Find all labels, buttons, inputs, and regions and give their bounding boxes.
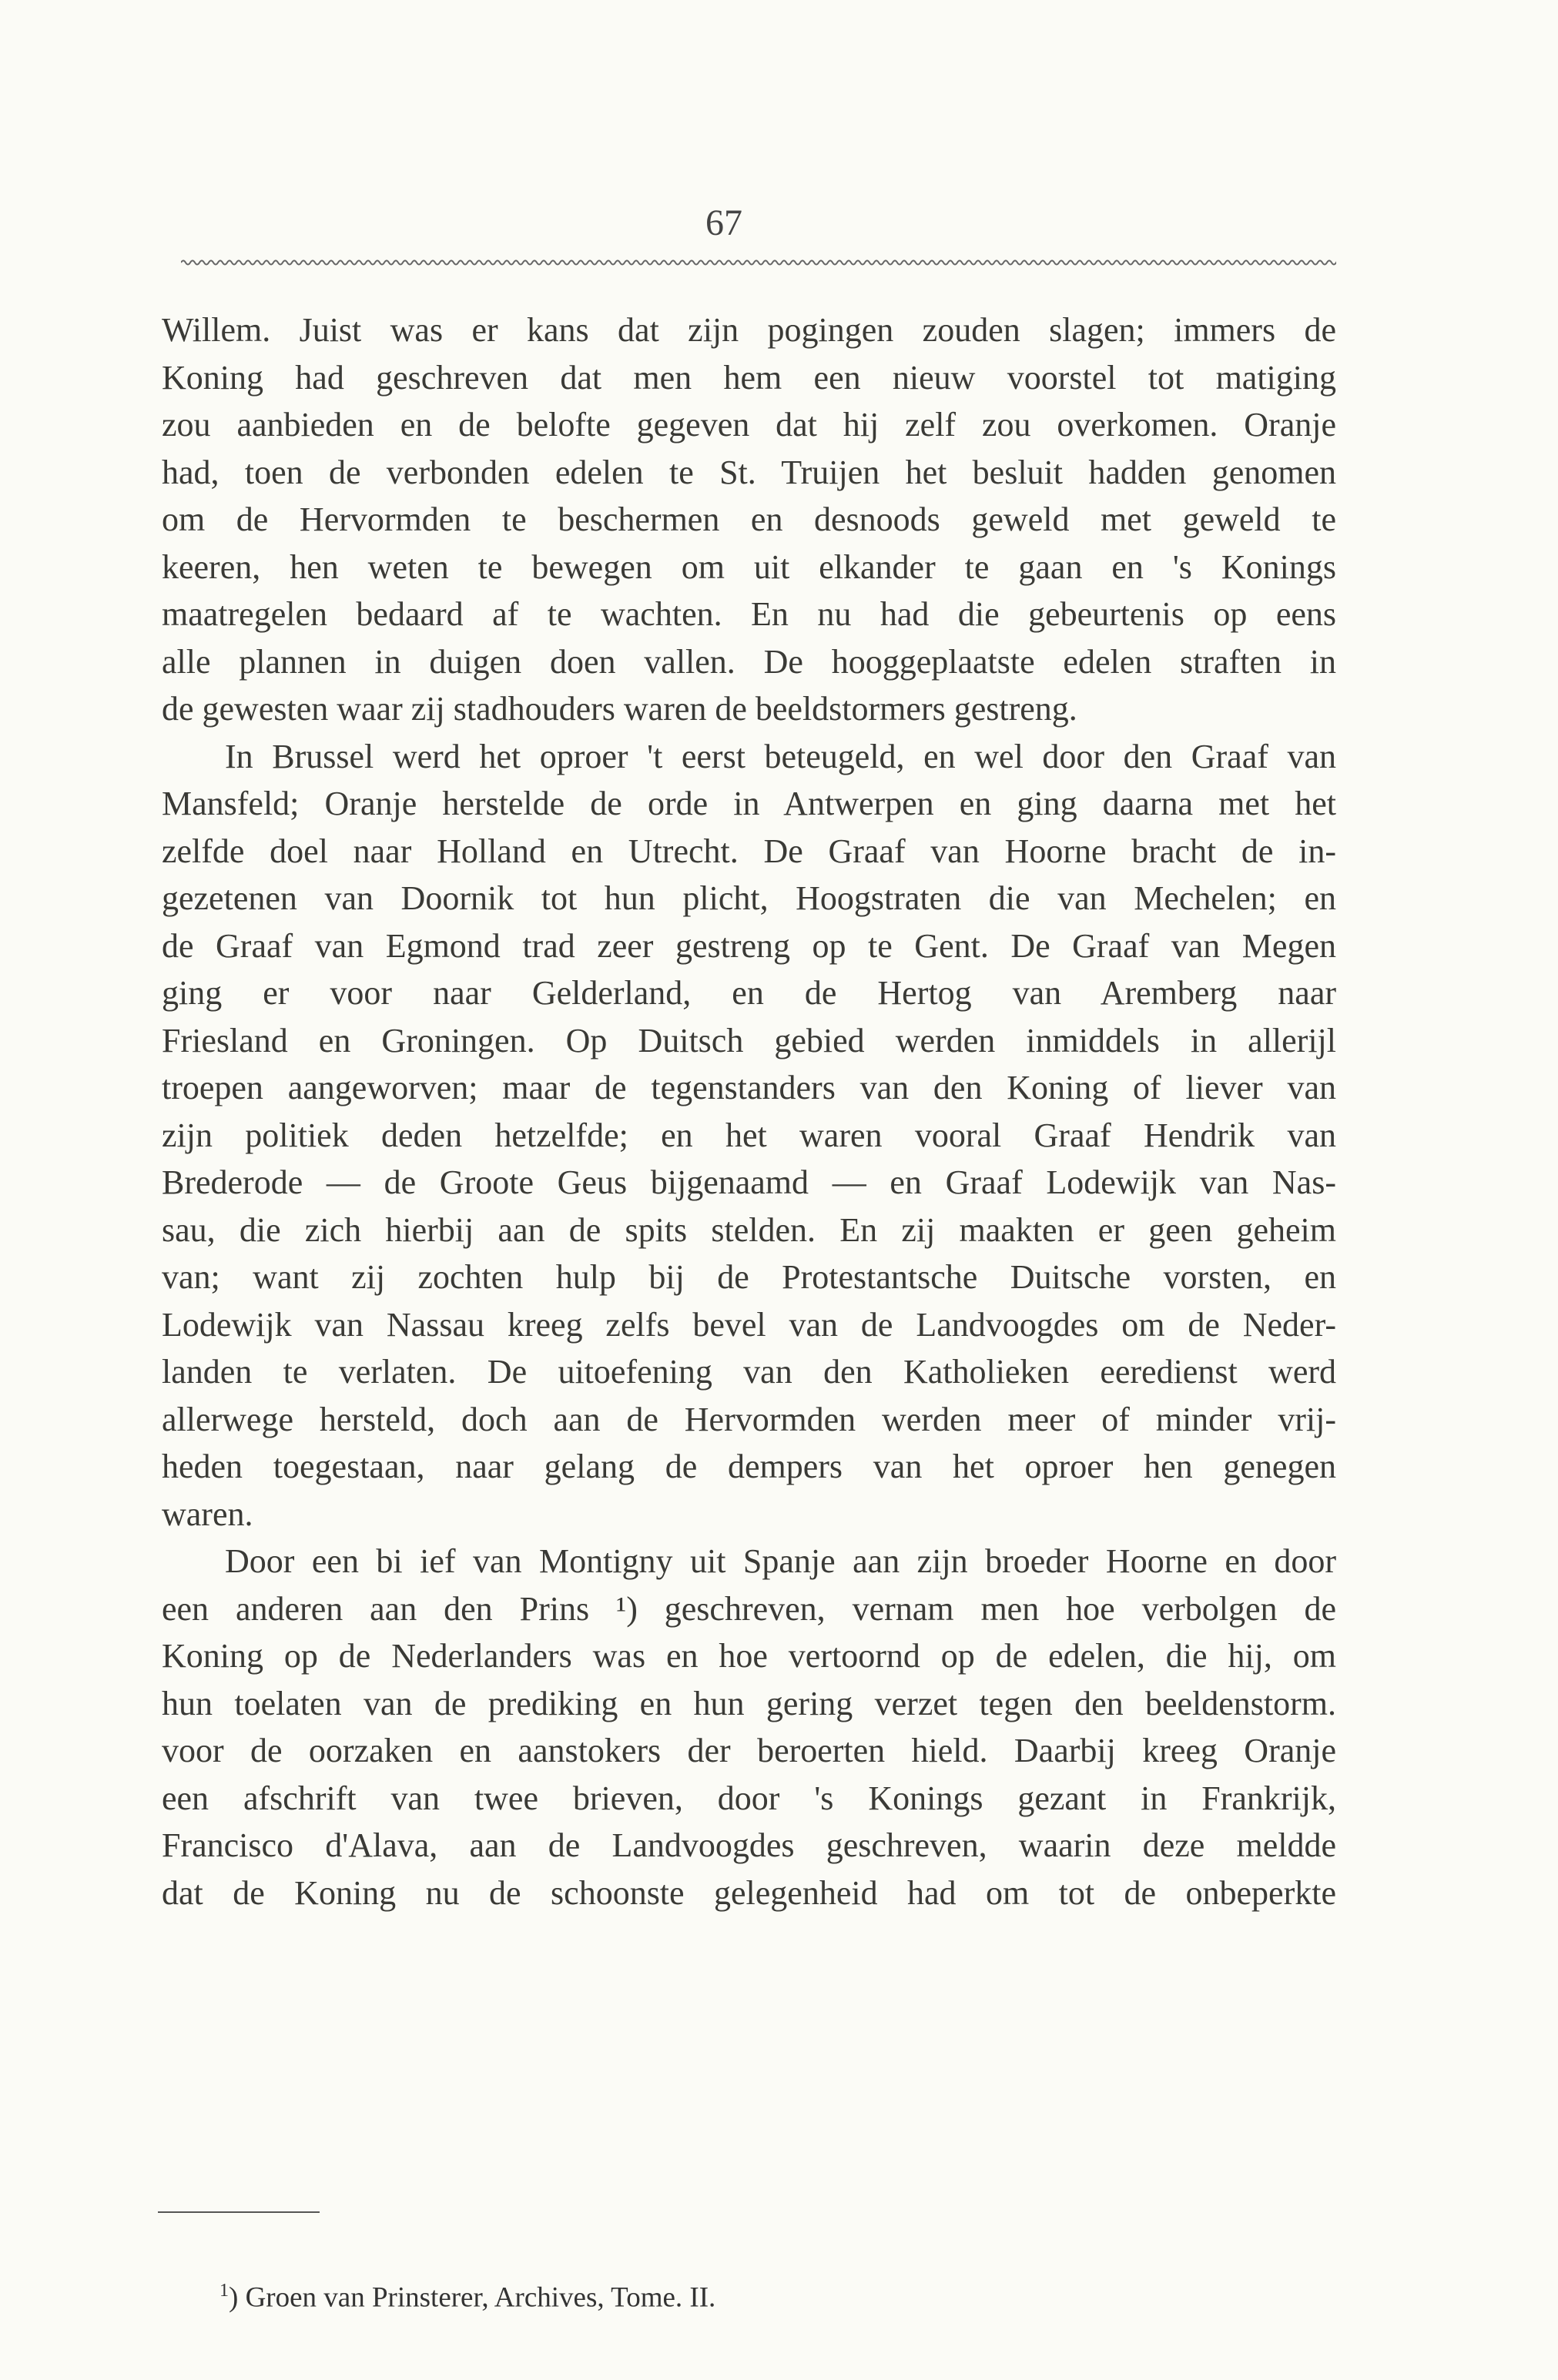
text-line: keeren, hen weten te bewegen om uit elkander te gaan en 's Konings bbox=[162, 547, 1336, 586]
text-line: maatregelen bedaard af te wachten. En nu had die gebeurtenis op eens bbox=[162, 595, 1336, 633]
footnote-text: ) Groen van Prinsterer, Archives, Tome. II. bbox=[229, 2281, 716, 2314]
text-line: hun toelaten van de prediking en hun gering verzet tegen den beeldenstorm. bbox=[162, 1684, 1336, 1722]
text-line: voor de oorzaken en aanstokers der beroerten hield. Daarbij kreeg Oranje bbox=[162, 1732, 1336, 1769]
paragraph-2 bbox=[162, 733, 1336, 1538]
paragraph-1 bbox=[162, 306, 1336, 733]
text-line: Brederode — de Groote Geus bijgenaamd — en Graaf Lodewijk van Nas- bbox=[162, 1163, 1336, 1201]
text-line: ging er voor naar Gelderland, en de Hertog van Aremberg naar bbox=[162, 974, 1336, 1012]
text-line: om de Hervormden te beschermen en desnoods geweld met geweld te bbox=[162, 500, 1336, 538]
text-line: waren. bbox=[162, 1495, 253, 1533]
text-line: een afschrift van twee brieven, door 's Konings gezant in Frankrijk, bbox=[162, 1779, 1336, 1817]
text-line: had, toen de verbonden edelen te St. Truijen het besluit hadden genomen bbox=[162, 453, 1336, 491]
paragraph-3 bbox=[162, 1538, 1336, 1916]
text-line: zelfde doel naar Holland en Utrecht. De Graaf van Hoorne bracht de in- bbox=[162, 832, 1336, 870]
text-line: de Graaf van Egmond trad zeer gestreng op te Gent. De Graaf van Megen bbox=[162, 926, 1336, 965]
text-line: zou aanbieden en de belofte gegeven dat hij zelf zou overkomen. Oranje bbox=[162, 406, 1336, 444]
text-line: Mansfeld; Oranje herstelde de orde in Antwerpen en ging daarna met het bbox=[162, 785, 1336, 822]
text-line: heden toegestaan, naar gelang de dempers van het oproer hen genegen bbox=[162, 1448, 1336, 1485]
text-line: de gewesten waar zij stadhouders waren de beeldstormers gestreng. bbox=[162, 690, 1077, 728]
text-line: van; want zij zochten hulp bij de Protestantsche Duitsche vorsten, en bbox=[162, 1258, 1336, 1296]
body-text bbox=[162, 306, 1336, 1916]
header-wavy-rule bbox=[181, 258, 1336, 267]
text-line: Door een bi ief van Montigny uit Spanje aan zijn broeder Hoorne en door bbox=[225, 1542, 1336, 1580]
text-line: landen te verlaten. De uitoefening van den Katholieken eeredienst werd bbox=[162, 1353, 1336, 1391]
text-line: een anderen aan den Prins ¹) geschreven, vernam men hoe verbolgen de bbox=[162, 1589, 1336, 1628]
text-line: Koning had geschreven dat men hem een nieuw voorstel tot matiging bbox=[162, 358, 1336, 397]
page-number: 67 bbox=[705, 203, 742, 243]
text-line: alle plannen in duigen doen vallen. De hooggeplaatste edelen straften in bbox=[162, 642, 1336, 681]
text-line: sau, die zich hierbij aan de spits stelden. En zij maakten er geen geheim bbox=[162, 1210, 1336, 1249]
text-line: Francisco d'Alava, aan de Landvoogdes geschreven, waarin deze meldde bbox=[162, 1826, 1336, 1864]
text-line: Lodewijk van Nassau kreeg zelfs bevel van de Landvoogdes om de Neder- bbox=[162, 1305, 1336, 1344]
footnote-marker: 1 bbox=[219, 2281, 229, 2301]
text-line: Koning op de Nederlanders was en hoe vertoornd op de edelen, die hij, om bbox=[162, 1637, 1336, 1675]
footnote-divider bbox=[158, 2211, 320, 2213]
text-line: zijn politiek deden hetzelfde; en het waren vooral Graaf Hendrik van bbox=[162, 1116, 1336, 1154]
text-line: In Brussel werd het oproer 't eerst beteugeld, en wel door den Graaf van bbox=[225, 737, 1336, 775]
text-line: Willem. Juist was er kans dat zijn pogingen zouden slagen; immers de bbox=[162, 311, 1336, 349]
text-line: troepen aangeworven; maar de tegenstanders van den Koning of liever van bbox=[162, 1069, 1336, 1106]
text-line: gezetenen van Doornik tot hun plicht, Hoogstraten die van Mechelen; en bbox=[162, 879, 1336, 917]
text-line: Friesland en Groningen. Op Duitsch gebied werden inmiddels in allerijl bbox=[162, 1021, 1336, 1059]
footnote bbox=[219, 2281, 715, 2314]
text-line: dat de Koning nu de schoonste gelegenheid had om tot de onbeperkte bbox=[162, 1873, 1336, 1912]
text-line: allerwege hersteld, doch aan de Hervormden werden meer of minder vrij- bbox=[162, 1400, 1336, 1438]
